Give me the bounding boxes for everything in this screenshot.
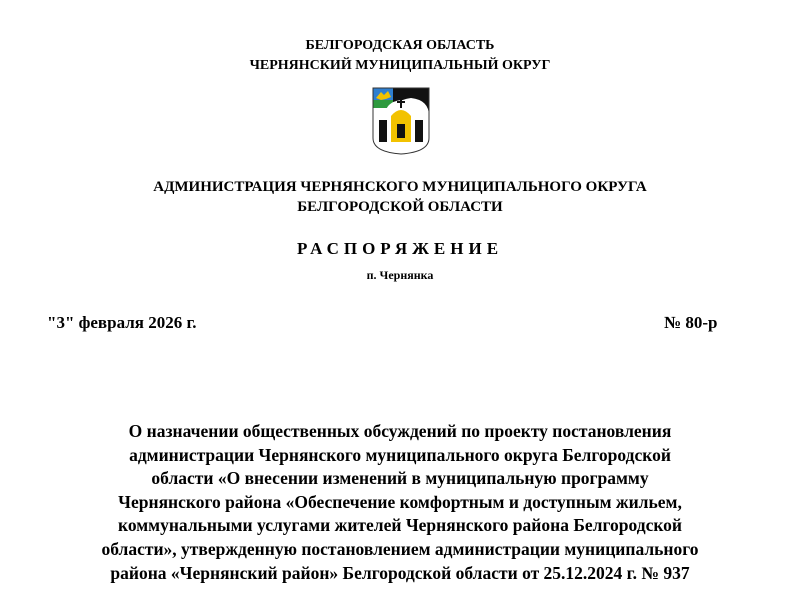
document-type: РАСПОРЯЖЕНИЕ	[296, 239, 504, 258]
subject-line: администрации Чернянского муниципального округа Белгородской	[129, 444, 671, 465]
document-number: № 80-р	[664, 313, 718, 332]
administration-name: АДМИНИСТРАЦИЯ ЧЕРНЯНСКОГО МУНИЦИПАЛЬНОГО ОКРУГА	[153, 179, 647, 195]
subject-line: О назначении общественных обсуждений по проекту постановления	[128, 421, 672, 441]
document-subject	[40, 420, 760, 585]
coat-of-arms-icon	[371, 86, 431, 156]
region-name: БЕЛГОРОДСКАЯ ОБЛАСТЬ	[305, 38, 495, 53]
document-date: "3" февраля 2026 г.	[47, 313, 197, 332]
subject-line: района «Чернянский район» Белгородской области от 25.12.2024 г. № 937	[110, 562, 690, 583]
subject-line: области», утвержденную постановлением администрации муниципального	[101, 538, 699, 559]
subject-line: области «О внесении изменений в муниципальную программу	[151, 468, 649, 489]
administration-region: БЕЛГОРОДСКОЙ ОБЛАСТИ	[297, 199, 503, 215]
subject-line: Чернянского района «Обеспечение комфортным и доступным жильем,	[118, 491, 682, 512]
subject-line: коммунальными услугами жителей Чернянского района Белгородской	[117, 515, 683, 536]
municipality-name: ЧЕРНЯНСКИЙ МУНИЦИПАЛЬНЫЙ ОКРУГ	[249, 58, 551, 73]
document-place: п. Чернянка	[366, 268, 434, 282]
